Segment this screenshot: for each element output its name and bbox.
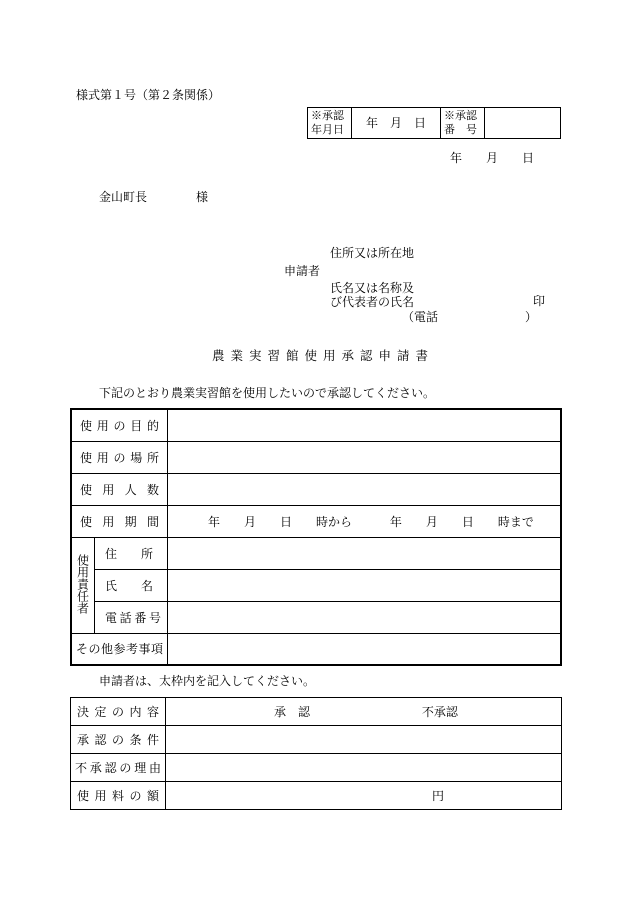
phone-open: （電話: [402, 310, 439, 324]
responsible-phone-label: 電話番号: [95, 601, 168, 633]
name-label-line2: び代表者の氏名: [330, 295, 415, 309]
responsible-name-label: 氏名: [95, 569, 168, 601]
period-label: 使用期間: [71, 505, 168, 537]
form-number: 様式第１号（第２条関係）: [76, 88, 221, 102]
period-to: 年 月 日 時まで: [389, 514, 534, 529]
not-approved-option[interactable]: 不承認: [421, 705, 458, 719]
name-label-line1: 氏名又は名称及: [330, 281, 415, 295]
phone-close: ）: [525, 310, 538, 324]
fee-label: 使用料の額: [71, 782, 166, 810]
count-field[interactable]: [168, 473, 562, 505]
main-application-table: [70, 408, 562, 666]
period-field[interactable]: [168, 505, 562, 537]
purpose-label: 使用の目的: [71, 409, 168, 441]
addressee-honorific: 様: [196, 190, 209, 204]
purpose-field[interactable]: [168, 409, 562, 441]
approval-number-label: ※承認番 号: [441, 108, 485, 139]
place-field[interactable]: [168, 441, 562, 473]
approval-box: [307, 107, 561, 139]
addressee-name: 金山町長: [99, 190, 148, 204]
applicant-label: 申請者: [284, 264, 321, 278]
conditions-label: 承認の条件: [71, 726, 166, 754]
conditions-field[interactable]: [166, 726, 562, 754]
seal-mark: 印: [533, 294, 546, 308]
note-text: 申請者は、太枠内を記入してください。: [99, 674, 316, 688]
place-label: 使用の場所: [71, 441, 168, 473]
reason-label: 不承認の理由: [71, 754, 166, 782]
approval-date-label: ※承認年月日: [308, 108, 352, 139]
application-date[interactable]: 年 月 日: [450, 151, 535, 165]
approval-date-field[interactable]: 年 月 日: [352, 108, 441, 139]
yen-unit: 円: [432, 789, 445, 803]
count-label: 使用人数: [71, 473, 168, 505]
decision-table: [70, 697, 562, 810]
responsible-address-field[interactable]: [168, 537, 562, 569]
document-title: 農業実習館使用承認申請書: [212, 348, 435, 363]
responsible-address-label: 住所: [95, 537, 168, 569]
period-from: 年 月 日 時から: [208, 514, 353, 529]
other-label: その他参考事項: [71, 633, 168, 665]
intro-text: 下記のとおり農業実習館を使用したいので承認してください。: [99, 386, 436, 400]
responsible-name-field[interactable]: [168, 569, 562, 601]
responsible-phone-field[interactable]: [168, 601, 562, 633]
approval-number-field[interactable]: [485, 108, 561, 139]
decision-field[interactable]: [166, 698, 562, 726]
fee-field[interactable]: [166, 782, 562, 810]
responsible-label: 使用責任者: [71, 537, 95, 633]
approved-option[interactable]: 承 認: [274, 705, 311, 719]
other-field[interactable]: [168, 633, 562, 665]
decision-label: 決定の内容: [71, 698, 166, 726]
reason-field[interactable]: [166, 754, 562, 782]
address-label: 住所又は所在地: [330, 246, 415, 260]
